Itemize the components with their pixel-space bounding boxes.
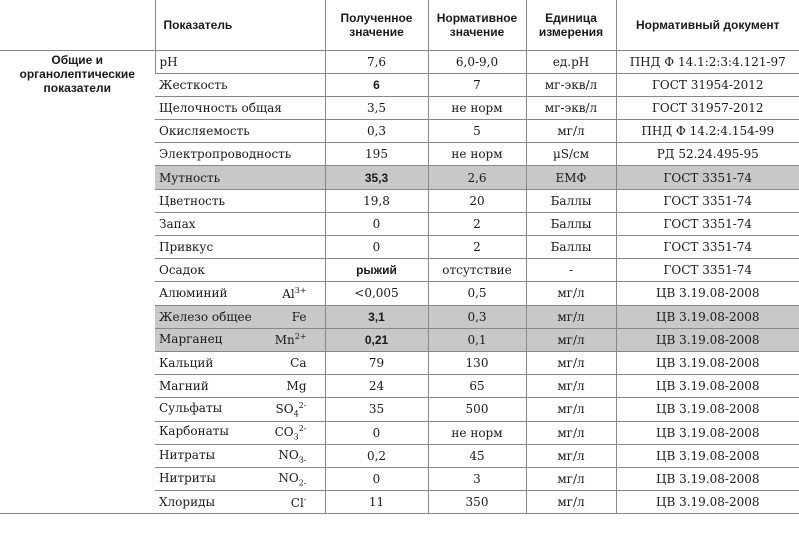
obtained-value: 0 xyxy=(325,421,428,444)
chemical-symbol-base: CO xyxy=(274,424,294,439)
indicator-name: Магний xyxy=(159,379,209,394)
indicator-name: Щелочность общая xyxy=(159,100,282,115)
indicator-name: pH xyxy=(159,54,178,69)
chemical-symbol xyxy=(276,401,307,418)
unit-value: мг/л xyxy=(526,120,616,143)
normative-value: 65 xyxy=(428,375,526,398)
obtained-value: 79 xyxy=(325,351,428,374)
unit-value: мг-экв/л xyxy=(526,73,616,96)
normative-value: 350 xyxy=(428,491,526,514)
normative-value: 5 xyxy=(428,120,526,143)
unit-value: мг/л xyxy=(526,305,616,328)
chemical-symbol xyxy=(290,356,306,370)
obtained-value: 11 xyxy=(325,491,428,514)
document-value: ЦВ 3.19.08-2008 xyxy=(616,305,799,328)
header-unit: Единица измерения xyxy=(526,0,616,50)
document-value: ЦВ 3.19.08-2008 xyxy=(616,444,799,467)
indicator-name: Хлориды xyxy=(159,494,216,509)
indicator-cell xyxy=(155,467,325,490)
unit-value: ЕМФ xyxy=(526,166,616,189)
indicator-cell xyxy=(155,282,325,305)
normative-value: 7 xyxy=(428,73,526,96)
indicator-cell xyxy=(155,328,325,351)
chemical-symbol xyxy=(278,471,306,487)
indicator-cell xyxy=(155,73,325,96)
indicator-name: Окисляемость xyxy=(159,124,250,139)
unit-value: мг/л xyxy=(526,282,616,305)
unit-value: мг/л xyxy=(526,328,616,351)
normative-value: 0,1 xyxy=(428,328,526,351)
header-row xyxy=(0,0,799,50)
unit-value: Баллы xyxy=(526,236,616,259)
chemical-symbol xyxy=(287,379,307,393)
normative-value: 2 xyxy=(428,212,526,235)
indicator-name: Сульфаты xyxy=(159,400,223,415)
header-blank xyxy=(0,0,155,50)
indicator-name: Марганец xyxy=(159,332,223,347)
unit-value: мг/л xyxy=(526,421,616,444)
chemical-symbol-sub: 3- xyxy=(298,454,307,464)
chemical-symbol xyxy=(278,448,306,464)
chemical-symbol-base: NO xyxy=(278,447,299,462)
header-normative: Нормативное значение xyxy=(428,0,526,50)
document-value: ЦВ 3.19.08-2008 xyxy=(616,375,799,398)
unit-value: Баллы xyxy=(526,212,616,235)
indicator-name: Цветность xyxy=(159,193,226,208)
obtained-value: 0 xyxy=(325,212,428,235)
chemical-symbol-sup: - xyxy=(303,494,307,504)
unit-value: мг/л xyxy=(526,444,616,467)
indicator-cell xyxy=(155,120,325,143)
obtained-value: 0 xyxy=(325,236,428,259)
indicator-cell xyxy=(155,212,325,235)
table-row xyxy=(0,50,799,73)
normative-value: 130 xyxy=(428,351,526,374)
chemical-symbol-base: Al xyxy=(282,286,295,301)
obtained-value: рыжий xyxy=(325,259,428,282)
obtained-value: 35 xyxy=(325,398,428,421)
normative-value: 2,6 xyxy=(428,166,526,189)
chemical-symbol-sup: 2- xyxy=(298,400,307,410)
chemical-symbol-base: Ca xyxy=(290,356,307,371)
chemical-symbol xyxy=(292,310,307,324)
chemical-symbol-sub: 4 xyxy=(293,409,299,419)
document-value: ЦВ 3.19.08-2008 xyxy=(616,491,799,514)
indicator-cell xyxy=(155,305,325,328)
chemical-symbol-base: SO xyxy=(275,401,294,416)
chemical-symbol-base: Fe xyxy=(291,309,307,324)
unit-value: µS/см xyxy=(526,143,616,166)
normative-value: не норм xyxy=(428,96,526,119)
indicator-cell xyxy=(155,421,325,444)
obtained-value: 3,5 xyxy=(325,96,428,119)
indicator-cell xyxy=(155,50,325,73)
indicator-name: Карбонаты xyxy=(159,423,229,438)
indicator-cell xyxy=(155,351,325,374)
normative-value: 2 xyxy=(428,236,526,259)
document-value: ГОСТ 3351-74 xyxy=(616,259,799,282)
indicator-cell xyxy=(155,491,325,514)
indicator-cell xyxy=(155,96,325,119)
indicator-name: Жесткость xyxy=(159,77,228,92)
chemical-symbol xyxy=(282,286,306,301)
chemical-symbol-sup: 2+ xyxy=(294,332,307,342)
obtained-value: 7,6 xyxy=(325,50,428,73)
chemical-symbol xyxy=(275,332,307,347)
indicator-name: Запах xyxy=(159,216,196,231)
document-value: ГОСТ 3351-74 xyxy=(616,212,799,235)
chemical-symbol-base: Cl xyxy=(290,495,304,510)
obtained-value: 0,2 xyxy=(325,444,428,467)
header-indicator: Показатель xyxy=(155,0,325,50)
obtained-value: 19,8 xyxy=(325,189,428,212)
group-label: Общие и органолептические показатели xyxy=(0,50,155,514)
indicator-name: Электропроводность xyxy=(159,147,292,162)
document-value: ЦВ 3.19.08-2008 xyxy=(616,282,799,305)
indicator-cell xyxy=(155,166,325,189)
document-value: ЦВ 3.19.08-2008 xyxy=(616,351,799,374)
document-value: ГОСТ 3351-74 xyxy=(616,166,799,189)
unit-value: ед.pH xyxy=(526,50,616,73)
indicator-cell xyxy=(155,236,325,259)
normative-value: 45 xyxy=(428,444,526,467)
indicator-name: Нитраты xyxy=(159,447,216,462)
obtained-value: 24 xyxy=(325,375,428,398)
normative-value: 500 xyxy=(428,398,526,421)
indicator-cell xyxy=(155,259,325,282)
normative-value: не норм xyxy=(428,143,526,166)
normative-value: 0,3 xyxy=(428,305,526,328)
indicator-cell xyxy=(155,375,325,398)
unit-value: мг/л xyxy=(526,398,616,421)
normative-value: 20 xyxy=(428,189,526,212)
indicator-name: Кальций xyxy=(159,356,214,371)
document-value: ГОСТ 31954-2012 xyxy=(616,73,799,96)
document-value: ГОСТ 3351-74 xyxy=(616,189,799,212)
obtained-value: 0,21 xyxy=(325,328,428,351)
unit-value: мг/л xyxy=(526,467,616,490)
document-value: ЦВ 3.19.08-2008 xyxy=(616,328,799,351)
normative-value: отсутствие xyxy=(428,259,526,282)
document-value: ЦВ 3.19.08-2008 xyxy=(616,421,799,444)
document-value: ПНД Ф 14.2:4.154-99 xyxy=(616,120,799,143)
document-value: РД 52.24.495-95 xyxy=(616,143,799,166)
chemical-symbol-sub: 2- xyxy=(298,478,307,488)
unit-value: мг/л xyxy=(526,491,616,514)
document-value: ПНД Ф 14.1:2:3:4.121-97 xyxy=(616,50,799,73)
indicator-name: Алюминий xyxy=(159,285,228,300)
chemical-symbol-base: Mn xyxy=(274,333,295,348)
header-document: Нормативный документ xyxy=(616,0,799,50)
indicator-cell xyxy=(155,398,325,421)
indicator-name: Мутность xyxy=(159,170,221,185)
indicator-name: Железо общее xyxy=(159,309,252,324)
obtained-value: 0 xyxy=(325,467,428,490)
unit-value: мг/л xyxy=(526,351,616,374)
chemical-symbol-sub: 3 xyxy=(293,432,299,442)
normative-value: 3 xyxy=(428,467,526,490)
chemical-symbol-sup: 2- xyxy=(298,423,307,433)
document-value: ГОСТ 31957-2012 xyxy=(616,96,799,119)
normative-value: 0,5 xyxy=(428,282,526,305)
document-value: ЦВ 3.19.08-2008 xyxy=(616,398,799,421)
document-value: ЦВ 3.19.08-2008 xyxy=(616,467,799,490)
indicator-name: Привкус xyxy=(159,240,214,255)
obtained-value: 0,3 xyxy=(325,120,428,143)
document-value: ГОСТ 3351-74 xyxy=(616,236,799,259)
normative-value: не норм xyxy=(428,421,526,444)
obtained-value: <0,005 xyxy=(325,282,428,305)
normative-value: 6,0-9,0 xyxy=(428,50,526,73)
unit-value: мг-экв/л xyxy=(526,96,616,119)
chemical-symbol xyxy=(275,424,307,441)
obtained-value: 195 xyxy=(325,143,428,166)
indicator-cell xyxy=(155,143,325,166)
unit-value: Баллы xyxy=(526,189,616,212)
indicator-cell xyxy=(155,444,325,467)
unit-value: мг/л xyxy=(526,375,616,398)
indicator-cell xyxy=(155,189,325,212)
unit-value: - xyxy=(526,259,616,282)
obtained-value: 35,3 xyxy=(325,166,428,189)
obtained-value: 3,1 xyxy=(325,305,428,328)
obtained-value: 6 xyxy=(325,73,428,96)
header-obtained: Полученное значение xyxy=(325,0,428,50)
chemical-symbol-base: NO xyxy=(278,470,299,485)
chemical-symbol-base: Mg xyxy=(286,379,307,394)
indicator-name: Осадок xyxy=(159,263,205,278)
chemical-symbol xyxy=(291,495,307,510)
indicator-name: Нитриты xyxy=(159,470,216,485)
chemical-symbol-sup: 3+ xyxy=(294,285,307,295)
